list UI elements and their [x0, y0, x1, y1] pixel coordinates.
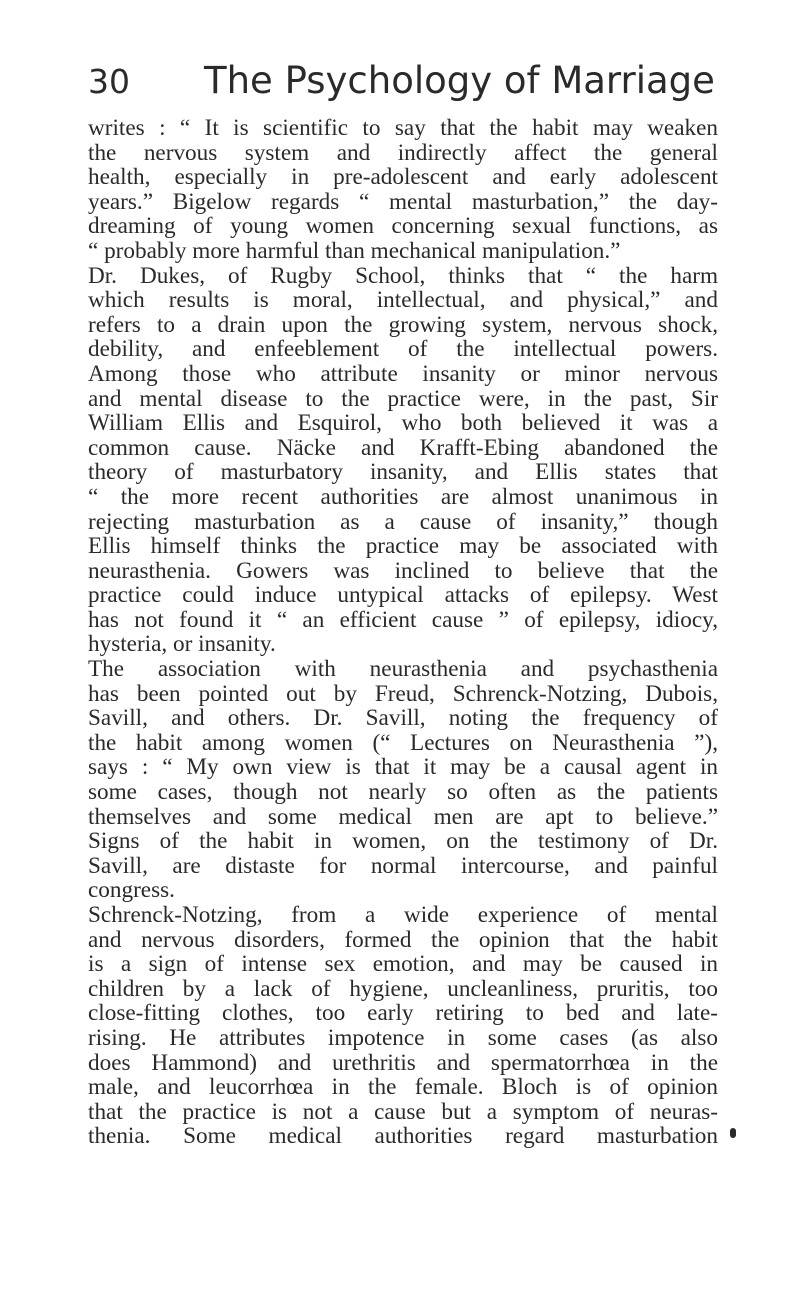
text-line: The association with neurasthenia and psychasthenia — [88, 657, 718, 682]
text-line: close-fitting clothes, too early retiring to bed and late- — [88, 1001, 718, 1026]
text-line: writes : “ It is scientific to say that the habit may weaken — [88, 116, 718, 141]
text-line: William Ellis and Esquirol, who both believed it was a — [88, 411, 718, 436]
text-line: refers to a drain upon the growing system, nervous shock, — [88, 312, 718, 338]
text-line: the nervous system and indirectly affect the general — [88, 140, 718, 166]
text-line: rising. He attributes impotence in some cases (as also — [88, 1025, 718, 1051]
page-header — [88, 55, 728, 107]
text-line: has not found it “ an efficient cause ” of epilepsy, idiocy, — [88, 607, 718, 633]
text-line: does Hammond) and urethritis and spermatorrhœa in the — [88, 1050, 718, 1076]
text-line: Among those who attribute insanity or minor nervous — [88, 361, 718, 387]
text-line: Savill, and others. Dr. Savill, noting the frequency of — [88, 706, 718, 731]
text-line: male, and leucorrhœa in the female. Bloch is of opinion — [88, 1075, 718, 1100]
text-line: the habit among women (“ Lectures on Neurasthenia ”), — [88, 730, 718, 756]
text-line: rejecting masturbation as a cause of insanity,” though — [88, 509, 718, 535]
text-line: Ellis himself thinks the practice may be associated with — [88, 534, 718, 559]
text-line: which results is moral, intellectual, and physical,” and — [88, 288, 718, 313]
body-text — [88, 116, 718, 1149]
text-line: theory of masturbatory insanity, and Ellis states that — [88, 460, 718, 485]
text-line: and mental disease to the practice were, in the past, Sir — [88, 386, 718, 412]
text-line: dreaming of young women concerning sexual functions, as — [88, 214, 718, 239]
text-line: themselves and some medical men are apt to believe.” — [88, 804, 718, 830]
ink-blot-mark — [730, 1128, 736, 1138]
text-line: hysteria, or insanity. — [88, 632, 276, 658]
text-line: thenia. Some medical authorities regard masturbation — [88, 1124, 718, 1149]
text-line: Savill, are distaste for normal intercourse, and painful — [88, 853, 718, 879]
text-line: children by a lack of hygiene, uncleanliness, pruritis, too — [88, 976, 718, 1002]
text-line: has been pointed out by Freud, Schrenck-Notzing, Dubois, — [88, 681, 718, 707]
page-number: 30 — [88, 62, 130, 101]
text-line: Signs of the habit in women, on the testimony of Dr. — [88, 829, 718, 854]
text-line: Dr. Dukes, of Rugby School, thinks that “ the harm — [88, 263, 718, 289]
text-line: congress. — [88, 878, 175, 903]
text-line: is a sign of intense sex emotion, and may be caused in — [88, 952, 718, 977]
text-line: says : “ My own view is that it may be a causal agent in — [88, 755, 718, 781]
text-line: some cases, though not nearly so often as the patients — [88, 780, 718, 805]
text-line: neurasthenia. Gowers was inclined to believe that the — [88, 558, 718, 584]
text-line: “ the more recent authorities are almost unanimous in — [88, 484, 718, 510]
text-line: health, especially in pre-adolescent and early adolescent — [88, 165, 718, 190]
text-line: that the practice is not a cause but a symptom of neuras- — [88, 1099, 718, 1125]
text-line: “ probably more harmful than mechanical manipulation.” — [88, 238, 621, 264]
running-title: The Psychology of Marriage — [204, 59, 715, 102]
text-line: and nervous disorders, formed the opinion that the habit — [88, 927, 718, 953]
text-line: years.” Bigelow regards “ mental masturbation,” the day- — [88, 189, 718, 215]
text-line: common cause. Näcke and Krafft-Ebing abandoned the — [88, 435, 718, 461]
text-line: Schrenck-Notzing, from a wide experience of mental — [88, 903, 718, 928]
text-line: practice could induce untypical attacks of epilepsy. West — [88, 583, 718, 608]
text-line: debility, and enfeeblement of the intellectual powers. — [88, 337, 718, 362]
